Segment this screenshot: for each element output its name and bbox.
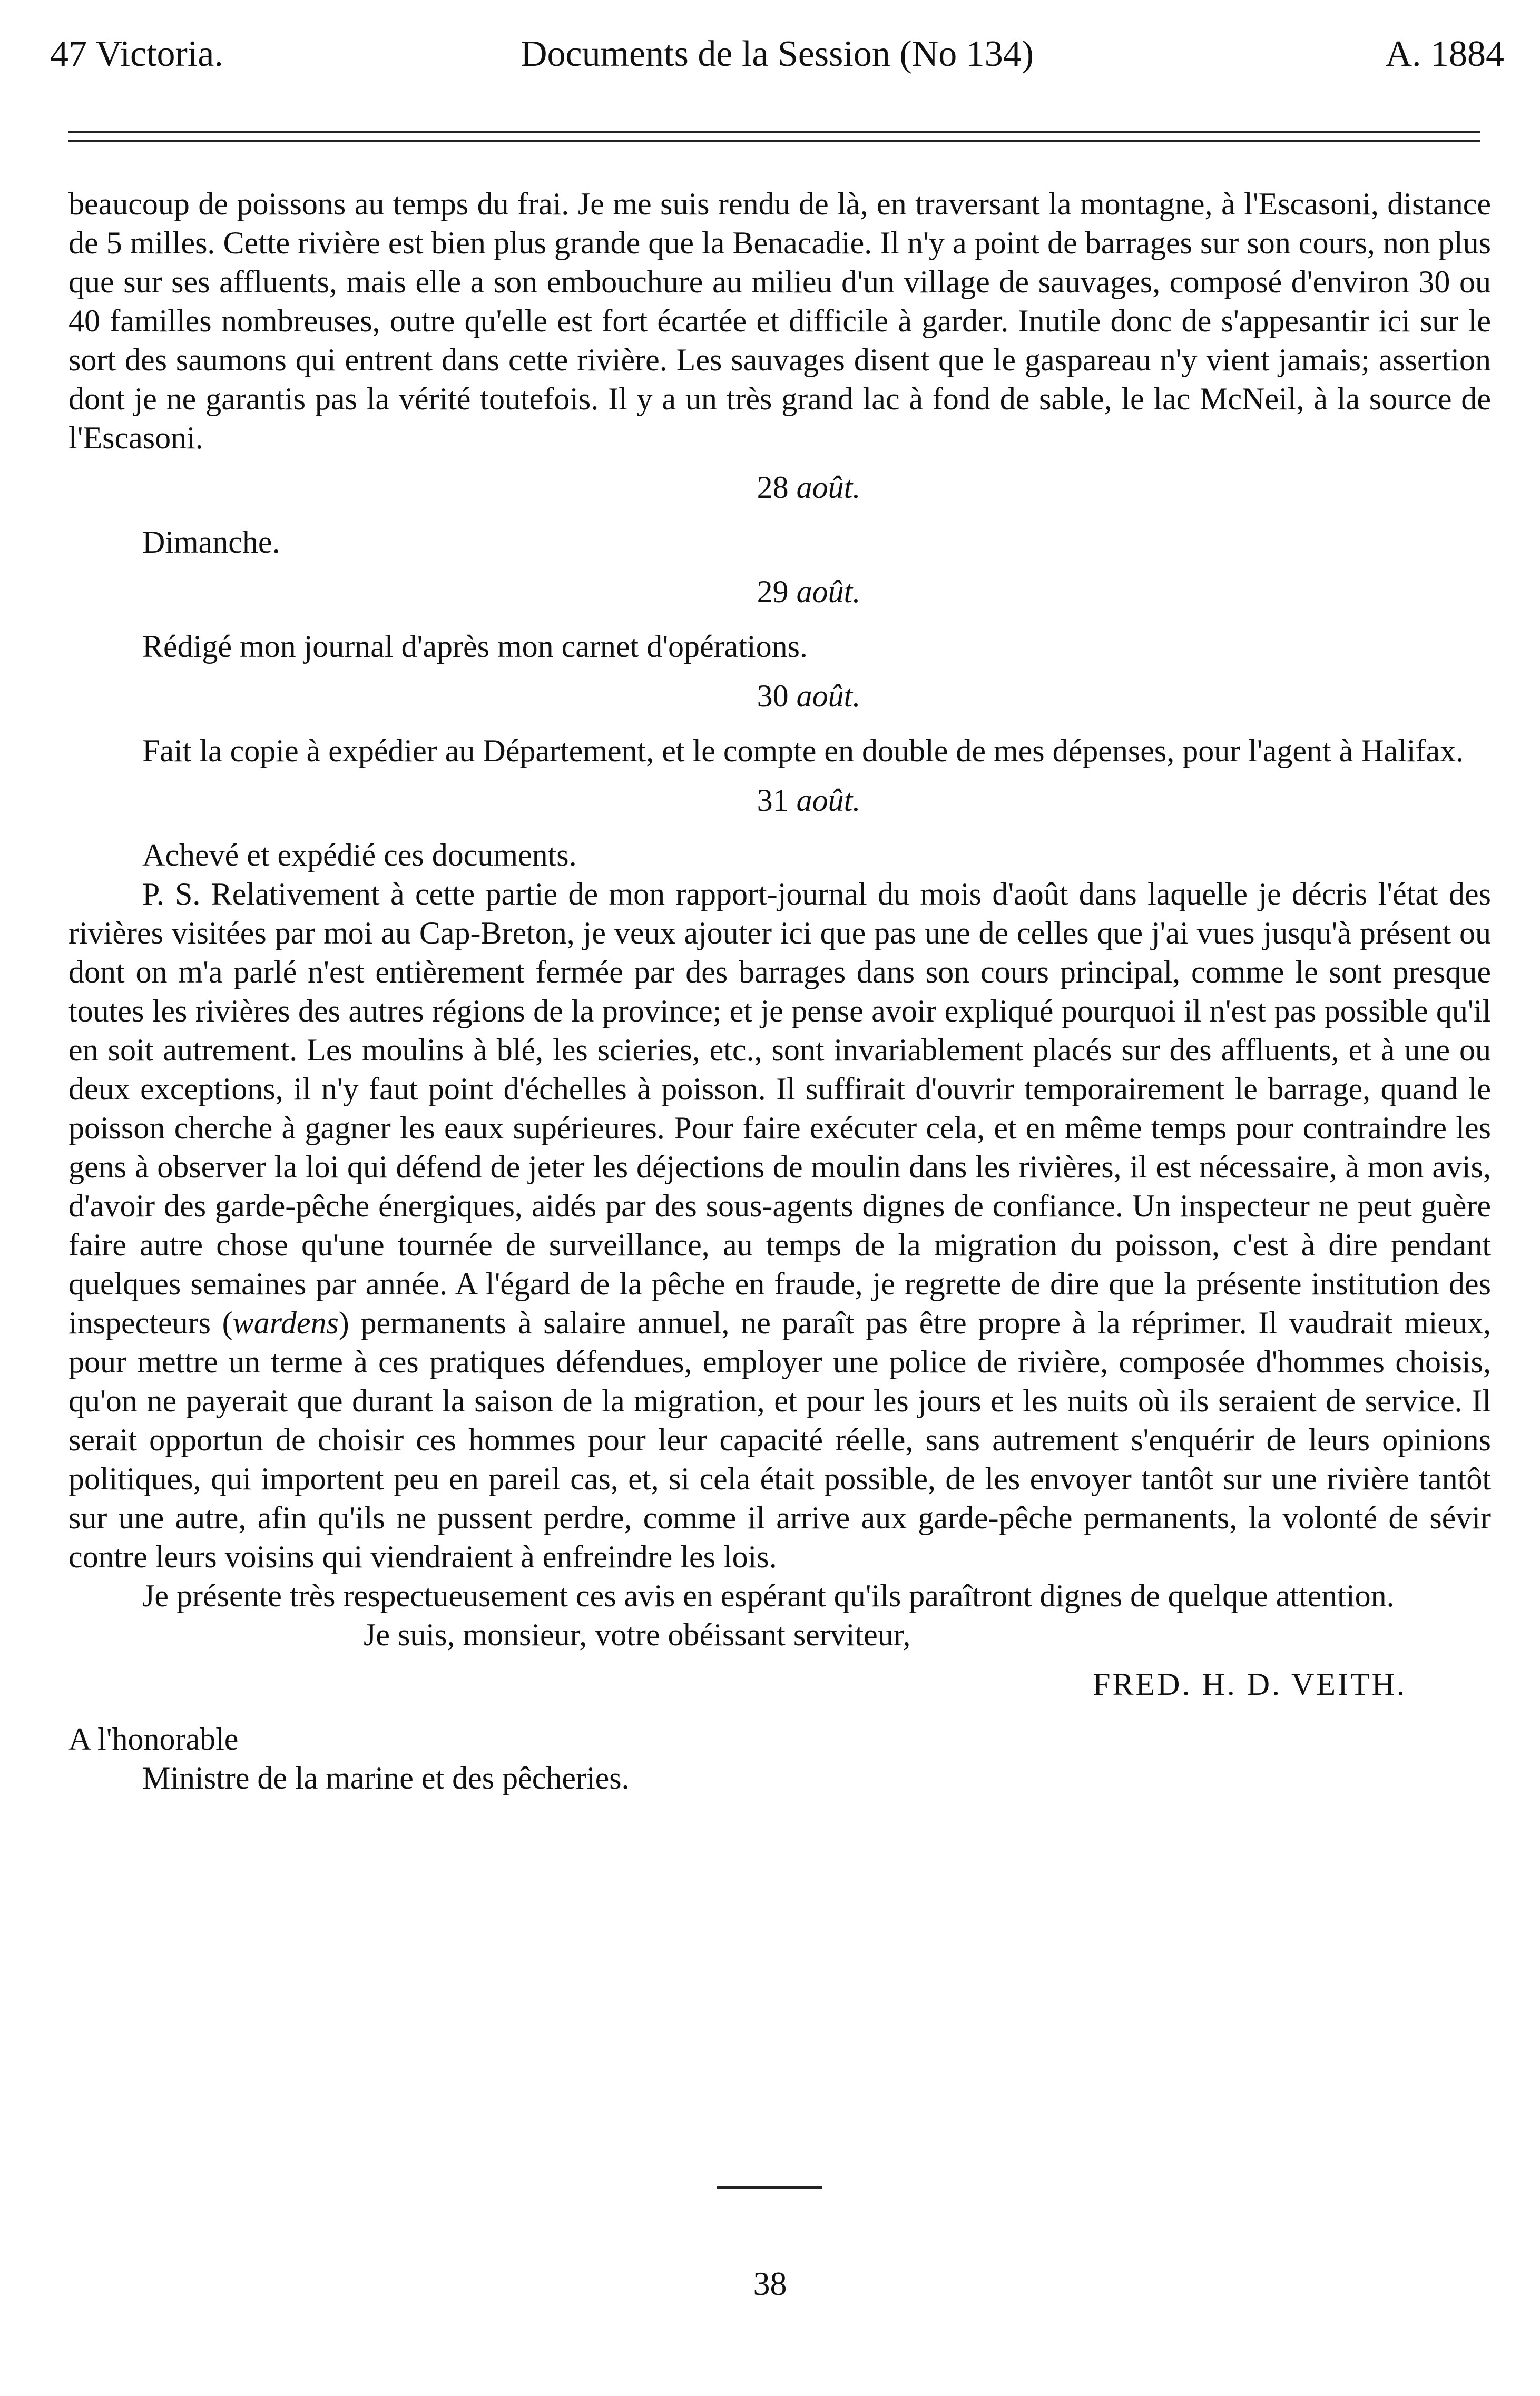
date-heading [68, 781, 1491, 820]
date-month: août. [796, 574, 861, 609]
date-heading [68, 468, 1491, 507]
date-day: 31 [757, 783, 789, 818]
addressee-line: A l'honorable [68, 1722, 239, 1756]
page-number: 38 [753, 2265, 787, 2302]
paragraph: Je présente très respectueusement ces avis en espérant qu'ils paraîtront dignes de quelque attention. [142, 1578, 1395, 1613]
closing-line: Je suis, monsieur, votre obéissant serviteur, [364, 1617, 911, 1652]
body-text [68, 184, 1491, 1798]
date-day: 28 [757, 470, 789, 505]
header-year: A. 1884 [1385, 34, 1504, 74]
header-double-rule [68, 131, 1480, 142]
date-day: 30 [757, 679, 789, 713]
date-heading [68, 676, 1491, 715]
date-month: août. [796, 783, 861, 818]
paragraph: Dimanche. [142, 525, 280, 559]
running-header [50, 25, 1504, 83]
paragraph: Fait la copie à expédier au Département, et le compte en double de mes dépenses, pour l'agent à Halifax. [142, 733, 1464, 768]
postscript-text: ) permanents à salaire annuel, ne paraît pas être propre à la réprimer. Il vaudrait mieux, pour mettre un terme à ces pratiques défendues, employer une police de rivière, composée d'hommes choisis, qu'on ne payerait que durant la saison de la migration, et pour les jours et les nuits où ils seraient de service. Il serait opportun de choisir ces hommes pour leur capacité réelle, sans autrement s'enquérir de leurs opinions politiques, qui importent peu en pareil cas, et, si cela était possible, de les envoyer tantôt sur une rivière tantôt sur une autre, afin qu'ils ne pussent perdre, comme il arrive aux garde-pêche permanents, la volonté de sévir contre leurs voisins qui viendraient à enfreindre les lois. [68, 1305, 1491, 1574]
header-session-year: 47 Victoria. [50, 34, 223, 74]
signature: FRED. H. D. VEITH. [1093, 1667, 1407, 1702]
paragraph: Rédigé mon journal d'après mon carnet d'opérations. [142, 629, 808, 664]
paragraph: Achevé et expédié ces documents. [142, 838, 577, 872]
addressee-line: Ministre de la marine et des pêcheries. [142, 1761, 630, 1795]
date-month: août. [796, 470, 861, 505]
date-month: août. [796, 679, 861, 713]
date-day: 29 [757, 574, 789, 609]
paragraph: beaucoup de poissons au temps du frai. Je me suis rendu de là, en traversant la montagne, à l'Escasoni, distance de 5 milles. Cette rivière est bien plus grande que la Benacadie. Il n'y a point de barrages sur son cours, non plus que sur ses affluents, mais elle a son embouchure au milieu d'un village de sauvages, composé d'environ 30 ou 40 familles nombreuses, outre qu'elle est fort écartée et difficile à garder. Inutile donc de s'appesantir ici sur le sort des saumons qui entrent dans cette rivière. Les sauvages disent que le gaspareau n'y vient jamais; assertion dont je ne garantis pas la vérité toutefois. Il y a un très grand lac à fond de sable, le lac McNeil, à la source de l'Escasoni. [68, 186, 1491, 455]
postscript-text: P. S. Relativement à cette partie de mon rapport-journal du mois d'août dans laquelle je décris l'état des rivières visitées par moi au Cap-Breton, je veux ajouter ici que pas une de celles que j'ai vues jusqu'à présent ou dont on m'a parlé n'est entièrement fermée par des barrages dans son cours principal, comme le sont presque toutes les rivières des autres régions de la province; et je pense avoir expliqué pourquoi il n'est pas possible qu'il en soit autrement. Les moulins à blé, les scieries, etc., sont invariablement placés sur des affluents, et à une ou deux exceptions, il n'y faut point d'échelles à poisson. Il suffirait d'ouvrir temporairement le barrage, quand le poisson cherche à gagner les eaux supérieures. Pour faire exécuter cela, et en même temps pour contraindre les gens à observer la loi qui défend de jeter les déjections de moulin dans les rivières, il est nécessaire, à mon avis, d'avoir des garde-pêche énergiques, aidés par des sous-agents dignes de confiance. Un inspecteur ne peut guère faire autre chose qu'une tournée de surveillance, au temps de la migration du poisson, c'est à dire pendant quelques semaines par année. A l'égard de la pêche en fraude, je regrette de dire que la présente institution des inspecteurs ( [68, 877, 1491, 1340]
date-heading [68, 572, 1491, 611]
postscript-italic-term: wardens [232, 1305, 339, 1340]
header-document-title: Documents de la Session (No 134) [520, 34, 1034, 74]
closing-rule [717, 2186, 822, 2189]
paragraph-postscript [68, 875, 1491, 1576]
